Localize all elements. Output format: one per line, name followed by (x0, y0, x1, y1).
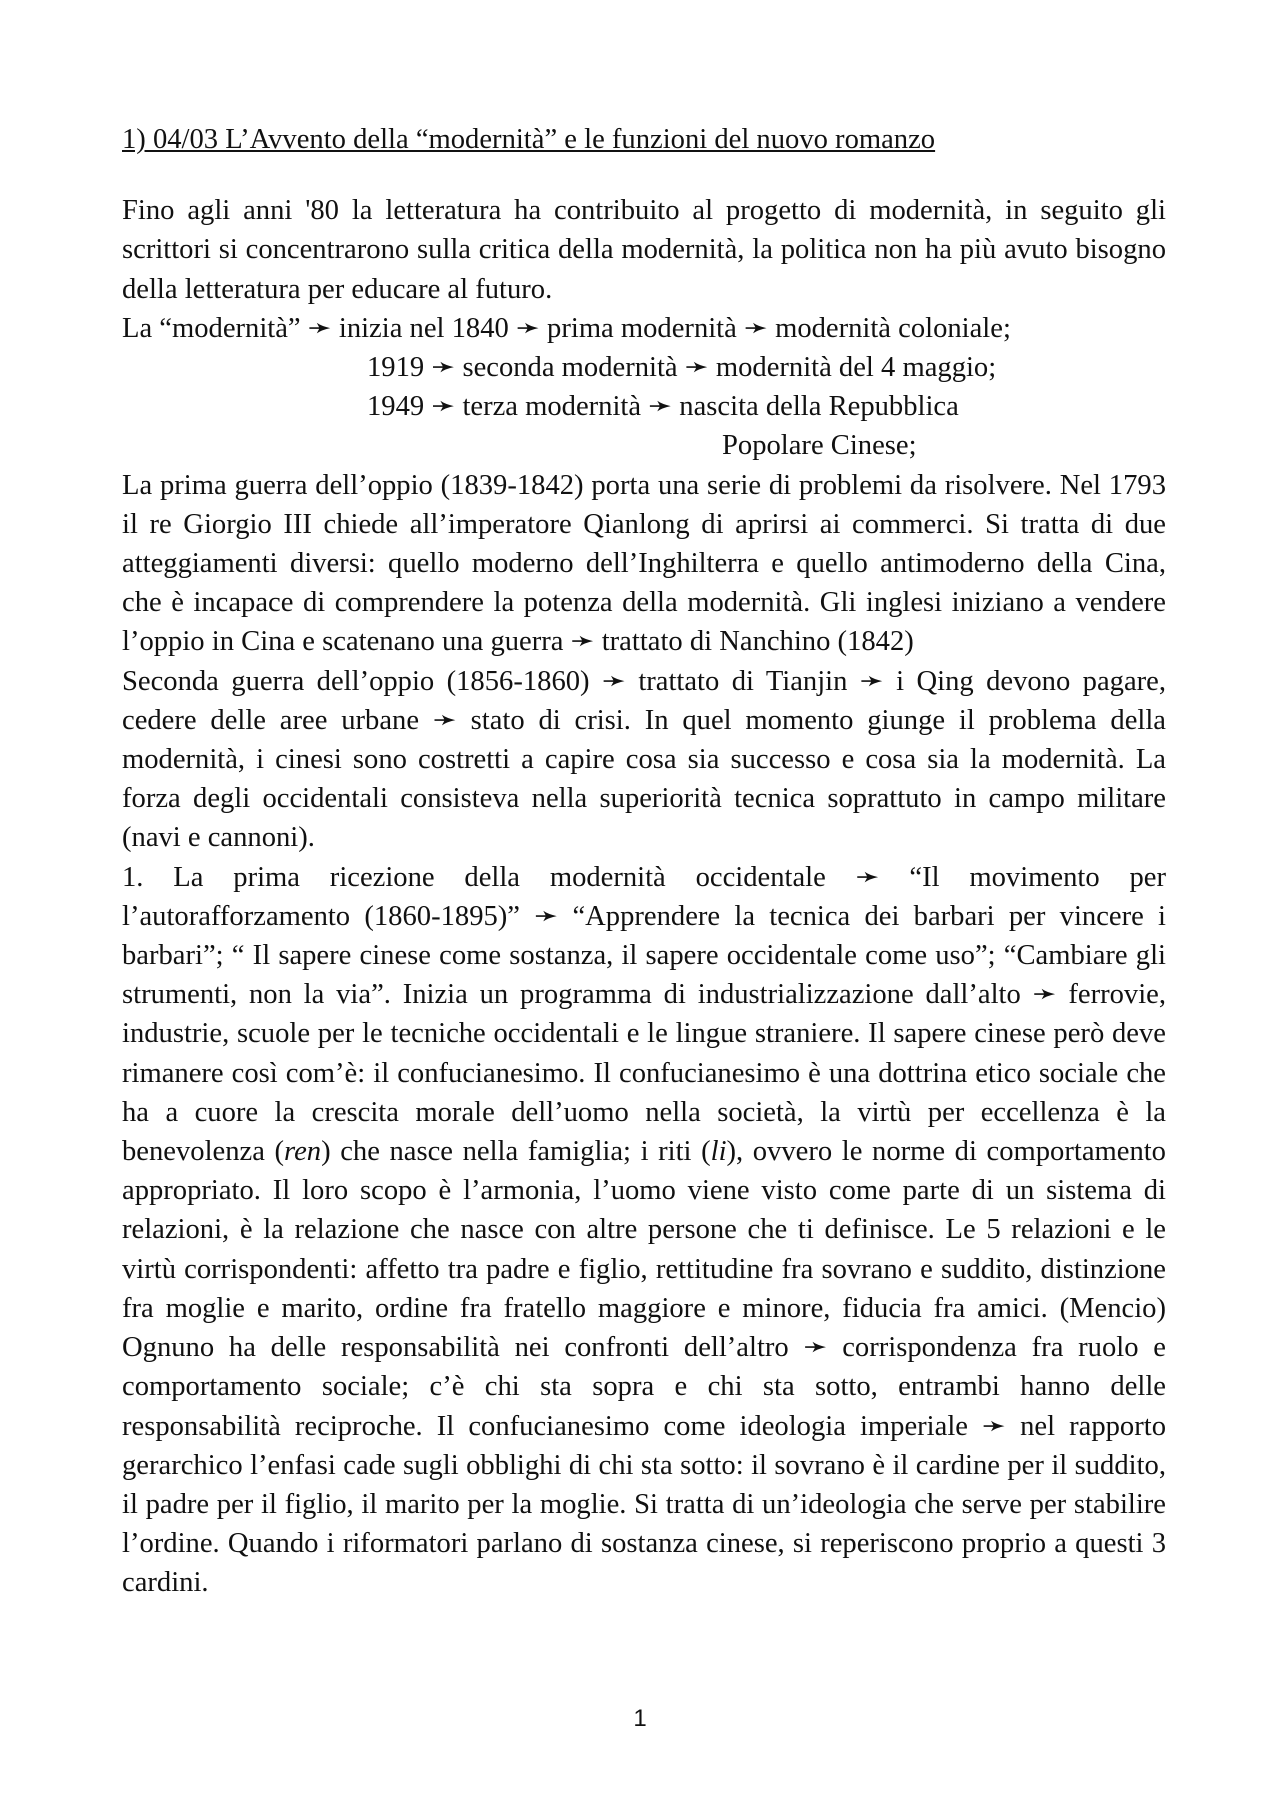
term-ren: ren (284, 1136, 322, 1168)
paragraph-text-part-2: ) che nasce nella famiglia; i riti ( (321, 1136, 711, 1168)
timeline-line-4: Popolare Cinese; (722, 430, 917, 462)
paragraph-text-part-1: 1. La prima ricezione della modernità occidentale ➛ “Il movimento per l’autorafforzamento (1860-1895)” ➛ “Apprendere la tecnica dei barbari per vincere i barbari”; “ Il sapere cinese come sostanza, il sapere occidentale come uso”; “Cambiare gli strumenti, non la via”. Inizia un programma di industrializzazione dall’alto ➛ ferrovie, industrie, scuole per le tecniche occidentali e le lingue straniere. Il sapere cinese però deve rimanere così com’è: il confucianesimo. Il confucianesimo è una dottrina etico sociale che ha a cuore la crescita morale dell’uomo nella società, la virtù per eccellenza è la benevolenza ( (122, 861, 1166, 1168)
timeline-line-1: La “modernità” ➛ inizia nel 1840 ➛ prima modernità ➛ modernità coloniale; (122, 312, 1011, 344)
paragraph-first-opium-war: La prima guerra dell’oppio (1839-1842) porta una serie di problemi da risolvere. Nel 1793 il re Giorgio III chiede all’imperatore Qianlong di aprirsi ai commerci. Si tratta di due atteggiamenti diversi: quello moderno dell’Inghilterra e quello antimoderno della Cina, che è incapace di comprendere la potenza della modernità. Gli inglesi iniziano a vendere l’oppio in Cina e scatenano una guerra ➛ trattato di Nanchino (1842) (122, 469, 1166, 658)
paragraph-second-opium-war: Seconda guerra dell’oppio (1856-1860) ➛ trattato di Tianjin ➛ i Qing devono pagare, cedere delle aree urbane ➛ stato di crisi. In quel momento giunge il problema della modernità, i cinesi sono costretti a capire cosa sia successo e cosa sia la modernità. La forza degli occidentali consisteva nella superiorità tecnica soprattuto in campo militare (navi e cannoni). (122, 665, 1166, 854)
paragraph-text-part-3: ), ovvero le norme di comportamento appropriato. Il loro scopo è l’armonia, l’uomo viene visto come parte di un sistema di relazioni, è la relazione che nasce con altre persone che ti definisce. Le 5 relazioni e le virtù corrispondenti: affetto tra padre e figlio, rettitudine fra sovrano e suddito, distinzione fra moglie e marito, ordine fra fratello maggiore e minore, fiducia fra amici. (Mencio) Ognuno ha delle responsabilità nei confronti dell’altro ➛ corrispondenza fra ruolo e comportamento sociale; c’è chi sta sopra e chi sta sotto, entrambi hanno delle responsabilità reciproche. Il confucianesimo come ideologia imperiale ➛ nel rapporto gerarchico l’enfasi cade sugli obblighi di chi sta sotto: il sovrano è il cardine per il suddito, il padre per il figlio, il marito per la moglie. Si tratta di un’ideologia che serve per stabilire l’ordine. Quando i riformatori parlano di sostanza cinese, si reperiscono proprio a questi 3 cardini. (122, 1136, 1166, 1599)
modernity-timeline (122, 309, 1166, 466)
page-number: 1 (633, 1705, 647, 1732)
timeline-line-2: 1919 ➛ seconda modernità ➛ modernità del 4 maggio; (367, 352, 997, 384)
section-title: 1) 04/03 L’Avvento della “modernità” e le funzioni del nuovo romanzo (122, 124, 936, 155)
paragraph-intro: Fino agli anni '80 la letteratura ha contribuito al progetto di modernità, in seguito gli scrittori si concentrarono sulla critica della modernità, la politica non ha più avuto bisogno della letteratura per educare al futuro. (122, 195, 1166, 305)
term-li: li (710, 1136, 727, 1168)
timeline-line-3: 1949 ➛ terza modernità ➛ nascita della Repubblica (367, 391, 959, 423)
paragraph-self-strengthening (122, 858, 1166, 1603)
document-body (122, 120, 1166, 1603)
